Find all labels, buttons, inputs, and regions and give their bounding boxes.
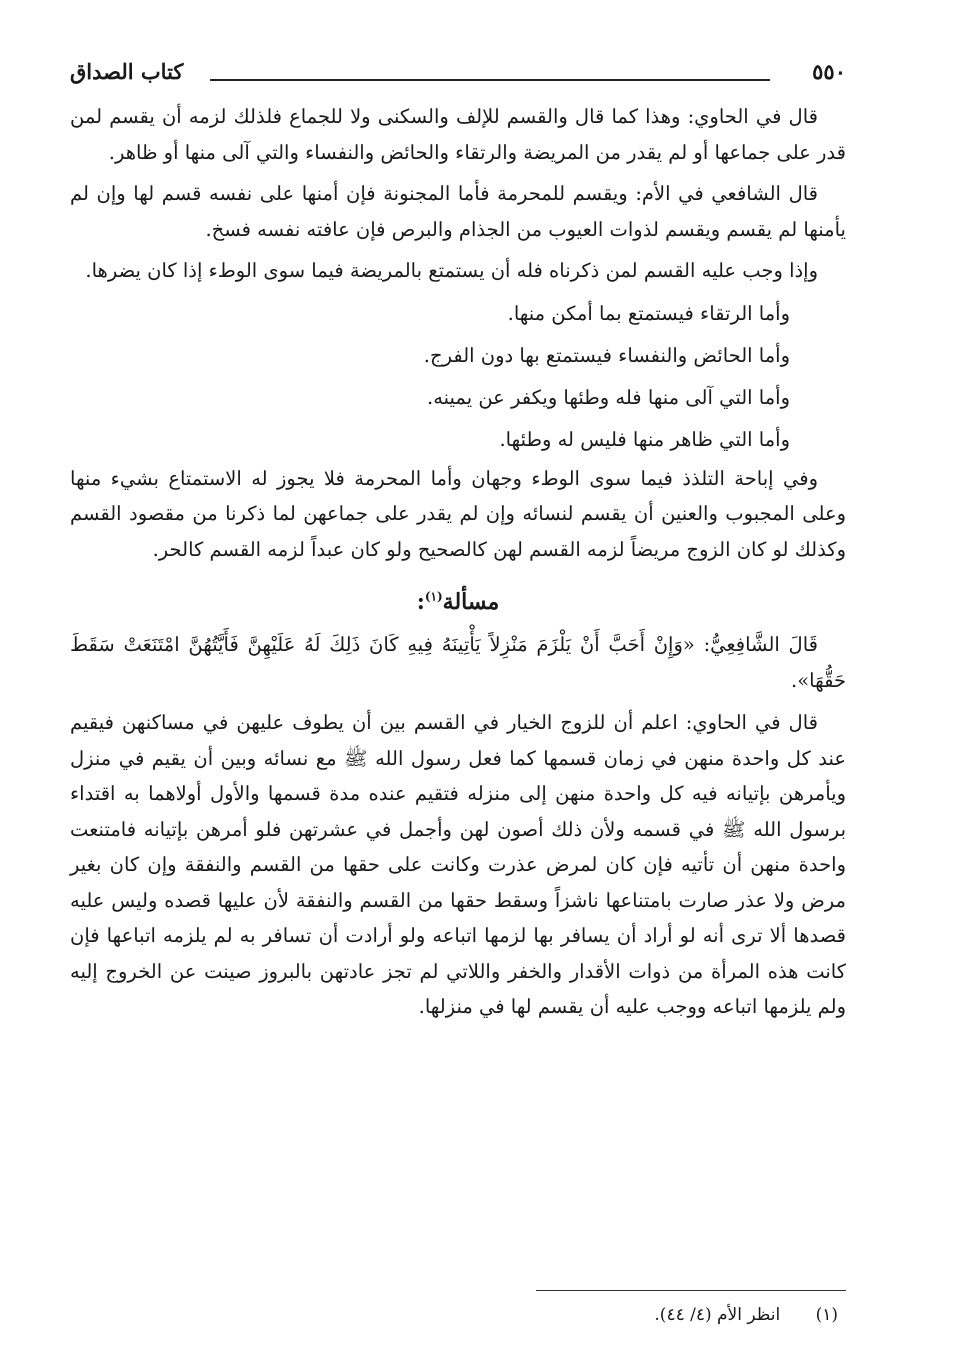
list-item: وأما الحائض والنفساء فيستمتع بها دون الفرج. <box>423 343 790 367</box>
page-number: ٥٥٠ <box>812 59 846 84</box>
footnote <box>654 1305 838 1325</box>
shafii-quote: قَالَ الشَّافِعِيُّ: «وَإِنْ أَحَبَّ أَنْ يَلْزَمَ مَنْزِلاً يَأْتِينَهُ فِيهِ كَانَ ذَلِكَ لَهُ عَلَيْهِنَّ فَأَيَّتُهُنَّ امْتَنَعَتْ سَقَطَ حَقُّهَا». <box>70 633 846 692</box>
paragraph: قال الشافعي في الأم: ويقسم للمحرمة فأما المجنونة فإن أمنها على نفسه قسم لها وإن لم يأمنها لم يقسم ويقسم لذوات العيوب من الجذام والبرص فإن عافته نفسه فسخ. <box>70 182 846 241</box>
page-header <box>70 55 846 99</box>
paragraph: وفي إباحة التلذذ فيما سوى الوطء وجهان وأما المحرمة فلا يجوز له الاستمتاع بشيء منها وعلى المجبوب والعنين أن يقسم لنسائه وإن لم يقدر على جماعهن لما ذكرنا من مقصود القسم وكذلك لو كان الزوج مريضاً لزمه القسم لهن كالصحيح ولو كان عبداً لزمه القسم كالحر. <box>70 466 846 561</box>
footnote-text: انظر الأم (٤/ ٤٤). <box>654 1305 781 1325</box>
commentary-paragraph: قال في الحاوي: اعلم أن للزوج الخيار في القسم بين أن يطوف عليهن في مساكنهن فيقيم عند كل واحدة منهن في زمان قسمها كما فعل رسول الله ﷺ مع نسائه وبين أن يقيم في منزل ويأمرهن بإتيانه فيه كل واحدة منهن إلى منزله فتقيم عنده مدة قسمها والأول أولاهما به اقتداء برسول الله ﷺ في قسمه ولأن ذلك أصون لهن وأجمل في عشرتهن فلو أمرهن بإتيانه فامتنعت واحدة منهن أن تأتيه فإن كان لمرض عذرت وكانت على حقها من القسم والنفقة وإن كان بغير مرض ولا عذر صارت بامتناعها ناشزاً وسقط حقها من القسم والنفقة لأن عليها قصده وليس عليه قصدها ألا ترى أنه لو أراد أن يسافر بها لزمها اتباعه ولو أرادت أن تسافر به لم يلزمه اتباعها فإن كانت هذه المرأة من ذوات الأقدار والخفر واللاتي لم تجز عادتهن بالبروز صينت عن الخروج إليه ولم يلزمها اتباعه ووجب عليه أن يقسم لها في منزلها. <box>70 711 846 1018</box>
book-title: كتاب الصداق <box>70 59 184 84</box>
paragraph: قال في الحاوي: وهذا كما قال والقسم للإلف والسكنى ولا للجماع فلذلك لزمه أن يقسم لمن قدر على جماعها أو لم يقدر من المريضة والرتقاء والحائض والنفساء والتي آلى منها أو ظاهر. <box>70 105 846 164</box>
footnote-rule <box>536 1290 846 1291</box>
list-item: وأما التي ظاهر منها فليس له وطئها. <box>499 427 790 451</box>
section-heading-text: مسألة <box>442 589 500 615</box>
section-heading <box>70 589 846 615</box>
page <box>70 55 846 1025</box>
footnote-number: (١) <box>815 1305 838 1325</box>
paragraph: وإذا وجب عليه القسم لمن ذكرناه فله أن يستمتع بالمريضة فيما سوى الوطء إذا كان يضرها. <box>85 259 818 282</box>
header-rule <box>210 79 770 81</box>
footnote-marker: (١) <box>424 589 443 604</box>
list-item: وأما التي آلى منها فله وطئها ويكفر عن يمينه. <box>427 385 790 409</box>
list-item: وأما الرتقاء فيستمتع بما أمكن منها. <box>507 301 790 325</box>
list <box>70 293 846 461</box>
section-heading-suffix: : <box>416 589 425 615</box>
